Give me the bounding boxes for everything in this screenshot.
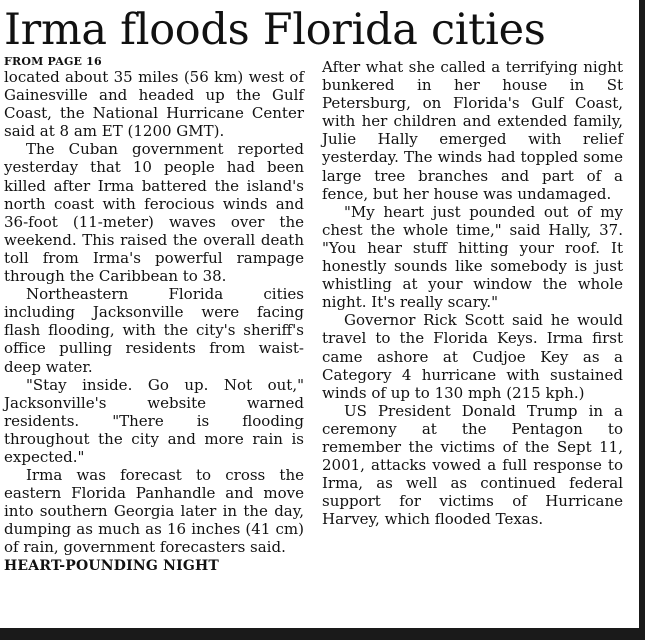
subhead: HEART-POUNDING NIGHT	[4, 557, 220, 574]
paragraph-5: Irma was forecast to cross the eastern Florida Panhandle and move into southern Georgia later in the day, dumping as much as 16 inches (41 cm) of rain, government forecasters said.	[4, 466, 304, 557]
frame-border-right	[639, 0, 645, 640]
paragraph-8: Governor Rick Scott said he would travel to the Florida Keys. Irma first came ashore at Cudjoe Key as a Category 4 hurricane with sustained winds of up to 130 mph (215 kph.)	[322, 311, 623, 402]
frame-border-bottom	[0, 628, 645, 640]
left-column	[4, 55, 304, 575]
paragraph-6: After what she called a terrifying night bunkered in her house in St Petersburg, on Florida's Gulf Coast, with her children and extended family, Julie Hally emerged with relief yesterday. The winds had toppled some large tree branches and part of a fence, but her house was undamaged.	[322, 58, 623, 203]
paragraph-3: Northeastern Florida cities including Jacksonville were facing flash flooding, with the city's sheriff's office pulling residents from waist-deep water.	[4, 285, 304, 376]
headline: Irma floods Florida cities	[4, 5, 546, 55]
right-column	[322, 58, 623, 528]
paragraph-2: The Cuban government reported yesterday that 10 people had been killed after Irma battered the island's north coast with ferocious winds and 36-foot (11-meter) waves over the weekend. This raised the overall death toll from Irma's powerful rampage through the Caribbean to 38.	[4, 140, 304, 286]
paragraph-9: US President Donald Trump in a ceremony at the Pentagon to remember the victims of the Sept 11, 2001, attacks vowed a full response to Irma, as well as continued federal support for victims of Hurricane Harvey, which flooded Texas.	[322, 401, 623, 529]
paragraph-4: "Stay inside. Go up. Not out," Jacksonville's website warned residents. "There is flooding throughout the city and more rain is expected."	[4, 375, 304, 466]
jump-line: FROM PAGE 16	[4, 55, 102, 68]
paragraph-1: located about 35 miles (56 km) west of Gainesville and headed up the Gulf Coast, the National Hurricane Center said at 8 am ET (1200 GMT).	[4, 68, 304, 141]
paragraph-7: "My heart just pounded out of my chest the whole time," said Hally, 37. "You hear stuff hitting your roof. It honestly sounds like somebody is just whistling at your window the whole night. It's really scary."	[322, 202, 623, 312]
